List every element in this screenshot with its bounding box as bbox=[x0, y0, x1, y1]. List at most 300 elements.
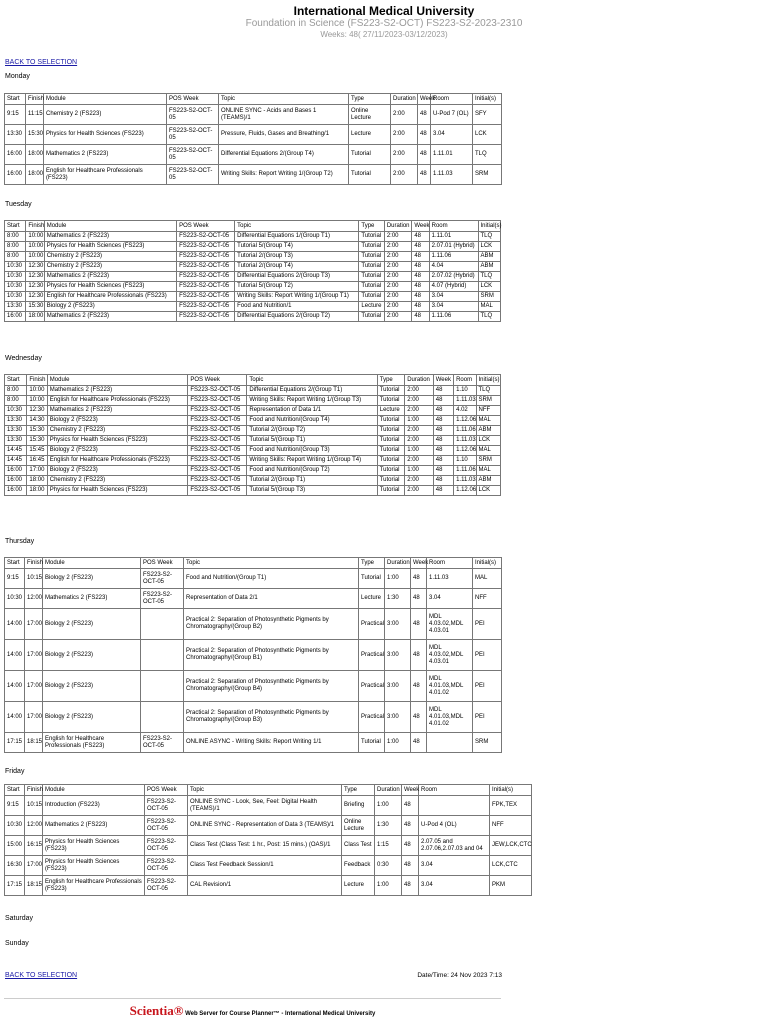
table-cell: Tutorial 5/(Group T3) bbox=[247, 486, 377, 496]
table-cell: 1.11.03 bbox=[454, 436, 476, 446]
table-cell: 2:00 bbox=[391, 145, 418, 165]
table-cell: Tutorial bbox=[349, 145, 391, 165]
column-header: Type bbox=[359, 221, 384, 232]
column-header: Start bbox=[5, 221, 26, 232]
table-cell: 18:15 bbox=[25, 733, 43, 753]
table-cell: 15:30 bbox=[27, 436, 47, 446]
table-cell: 3:00 bbox=[385, 702, 411, 733]
table-row bbox=[5, 282, 501, 292]
column-header: Initial(s) bbox=[478, 221, 500, 232]
table-cell: 13:30 bbox=[5, 436, 27, 446]
table-cell: FS223-S2-OCT-05 bbox=[167, 105, 219, 125]
column-header: POS Week bbox=[177, 221, 235, 232]
table-cell: 13:30 bbox=[5, 416, 27, 426]
table-cell: 2.07.05 and 2.07.06,2.07.03 and 04 bbox=[419, 836, 490, 856]
table-cell: 48 bbox=[412, 272, 429, 282]
table-row bbox=[5, 589, 502, 609]
table-cell: MAL bbox=[476, 466, 501, 476]
table-cell: Biology 2 (FS223) bbox=[44, 302, 176, 312]
table-cell: Tutorial bbox=[359, 569, 385, 589]
table-cell: PKM bbox=[490, 876, 532, 896]
table-cell: FS223-S2-OCT-05 bbox=[177, 302, 235, 312]
table-cell: 14:00 bbox=[5, 640, 25, 671]
table-cell: 2:00 bbox=[384, 252, 411, 262]
table-cell: LCK,CTC bbox=[490, 856, 532, 876]
table-cell: Physics for Health Sciences (FS223) bbox=[43, 856, 145, 876]
table-row bbox=[5, 733, 502, 753]
table-row bbox=[5, 796, 532, 816]
table-cell: 13:30 bbox=[5, 426, 27, 436]
table-cell: Tutorial bbox=[349, 165, 391, 185]
column-header: Module bbox=[47, 375, 188, 386]
table-cell: Tutorial bbox=[359, 242, 384, 252]
table-row bbox=[5, 416, 501, 426]
table-cell: Briefing bbox=[342, 796, 375, 816]
table-row bbox=[5, 272, 501, 282]
table-cell: Biology 2 (FS223) bbox=[43, 640, 141, 671]
footer-brand bbox=[0, 1003, 505, 1019]
table-row bbox=[5, 466, 501, 476]
column-header: Topic bbox=[184, 558, 359, 569]
table-row bbox=[5, 165, 502, 185]
table-cell: 2:00 bbox=[384, 262, 411, 272]
table-cell: 18:00 bbox=[27, 486, 47, 496]
table-cell: 1.10 bbox=[454, 386, 476, 396]
table-cell: Food and Nutrition/(Group T2) bbox=[247, 466, 377, 476]
table-cell: 14:45 bbox=[5, 446, 27, 456]
table-cell: SRM bbox=[478, 292, 500, 302]
table-row bbox=[5, 876, 532, 896]
table-cell: Chemistry 2 (FS223) bbox=[47, 426, 188, 436]
table-cell: Tutorial bbox=[359, 292, 384, 302]
table-cell: Mathematics 2 (FS223) bbox=[47, 406, 188, 416]
table-cell: Lecture bbox=[342, 876, 375, 896]
column-header: Initial(s) bbox=[473, 558, 502, 569]
table-cell: NFF bbox=[476, 406, 501, 416]
table-cell: 48 bbox=[412, 302, 429, 312]
table-cell: 12:00 bbox=[25, 589, 43, 609]
table-cell: 10:15 bbox=[25, 796, 43, 816]
table-cell: ABM bbox=[476, 476, 501, 486]
table-cell: 48 bbox=[433, 426, 453, 436]
table-cell: Biology 2 (FS223) bbox=[43, 569, 141, 589]
table-cell: 4.07 (Hybrid) bbox=[429, 282, 478, 292]
table-cell: 2:00 bbox=[405, 386, 434, 396]
table-cell: 2:00 bbox=[384, 232, 411, 242]
table-cell: 12:30 bbox=[26, 262, 44, 272]
table-cell: 18:15 bbox=[25, 876, 43, 896]
course-title: Foundation in Science (FS223-S2-OCT) FS223-S2-2023-2310 bbox=[245, 18, 523, 29]
column-header: Week bbox=[412, 221, 429, 232]
table-cell: SRM bbox=[473, 165, 502, 185]
column-header: Start bbox=[5, 375, 27, 386]
table-cell: PEI bbox=[473, 640, 502, 671]
column-header: Type bbox=[377, 375, 404, 386]
table-cell: LCK bbox=[476, 486, 501, 496]
table-cell: Tutorial bbox=[377, 476, 404, 486]
column-header: Type bbox=[359, 558, 385, 569]
table-cell: 1.11.06 bbox=[454, 466, 476, 476]
table-cell: 18:00 bbox=[27, 476, 47, 486]
table-row bbox=[5, 569, 502, 589]
table-cell: FS223-S2-OCT-05 bbox=[167, 145, 219, 165]
table-cell: 1:15 bbox=[375, 836, 402, 856]
table-cell bbox=[141, 671, 184, 702]
table-cell: 14:30 bbox=[27, 416, 47, 426]
university-title: International Medical University bbox=[293, 4, 475, 18]
table-cell: English for Healthcare Professionals (FS223) bbox=[44, 292, 176, 302]
table-cell: TLQ bbox=[478, 232, 500, 242]
table-cell: Class Test bbox=[342, 836, 375, 856]
table-cell: 1:00 bbox=[405, 446, 434, 456]
table-cell: 9:15 bbox=[5, 569, 25, 589]
table-row bbox=[5, 302, 501, 312]
table-cell: English for Healthcare Professionals (FS223) bbox=[47, 396, 188, 406]
table-cell: 1.11.06 bbox=[429, 312, 478, 322]
column-header: Duration bbox=[384, 221, 411, 232]
table-cell: 2:00 bbox=[405, 406, 434, 416]
table-cell: FS223-S2-OCT-05 bbox=[188, 426, 247, 436]
table-row bbox=[5, 836, 532, 856]
table-cell: FS223-S2-OCT-05 bbox=[188, 396, 247, 406]
table-cell: Introduction (FS223) bbox=[43, 796, 145, 816]
table-cell: Differential Equations 2/(Group T1) bbox=[247, 386, 377, 396]
table-cell: 2:00 bbox=[384, 282, 411, 292]
table-cell: 48 bbox=[411, 640, 427, 671]
table-cell: 48 bbox=[418, 105, 431, 125]
table-cell bbox=[141, 702, 184, 733]
table-cell: 48 bbox=[411, 671, 427, 702]
table-cell: FS223-S2-OCT-05 bbox=[167, 165, 219, 185]
table-cell: 10:15 bbox=[25, 569, 43, 589]
table-cell: Chemistry 2 (FS223) bbox=[44, 105, 167, 125]
table-cell: Tutorial 2/(Group T3) bbox=[235, 252, 359, 262]
table-cell: PEI bbox=[473, 609, 502, 640]
table-row bbox=[5, 386, 501, 396]
table-cell: 12:30 bbox=[27, 406, 47, 416]
table-cell: FS223-S2-OCT-05 bbox=[141, 733, 184, 753]
table-cell: Class Test (Class Test: 1 hr., Post: 15 mins.) (OAS)/1 bbox=[188, 836, 342, 856]
table-cell: Mathematics 2 (FS223) bbox=[44, 232, 176, 242]
table-cell: Lecture bbox=[377, 406, 404, 416]
table-cell: 14:45 bbox=[5, 456, 27, 466]
day-label-monday: Monday bbox=[5, 73, 30, 80]
table-cell: Chemistry 2 (FS223) bbox=[44, 252, 176, 262]
table-cell: FS223-S2-OCT-05 bbox=[188, 476, 247, 486]
table-cell: 10:00 bbox=[26, 242, 44, 252]
table-cell: 16:00 bbox=[5, 312, 26, 322]
table-cell: Lecture bbox=[359, 302, 384, 312]
table-cell: 3:00 bbox=[385, 640, 411, 671]
table-cell: LCK bbox=[476, 436, 501, 446]
table-cell: U-Pod 7 (OL) bbox=[431, 105, 473, 125]
column-header: POS Week bbox=[167, 94, 219, 105]
table-cell bbox=[419, 796, 490, 816]
table-cell: FS223-S2-OCT-05 bbox=[177, 312, 235, 322]
table-cell: 2.07.02 (Hybrid) bbox=[429, 272, 478, 282]
table-cell: English for Healthcare Professionals (FS223) bbox=[43, 876, 145, 896]
table-row bbox=[5, 312, 501, 322]
column-header: Week bbox=[418, 94, 431, 105]
column-header: Topic bbox=[219, 94, 349, 105]
table-cell: 1.10 bbox=[454, 456, 476, 466]
table-cell: 48 bbox=[411, 589, 427, 609]
table-cell: 14:00 bbox=[5, 702, 25, 733]
table-cell: FS223-S2-OCT-05 bbox=[188, 456, 247, 466]
table-cell: 0:30 bbox=[375, 856, 402, 876]
table-cell: PEI bbox=[473, 671, 502, 702]
table-cell: 16:45 bbox=[27, 456, 47, 466]
generated-datetime: Date/Time: 24 Nov 2023 7:13 bbox=[417, 972, 502, 979]
table-cell: Tutorial 5/(Group T1) bbox=[247, 436, 377, 446]
table-cell: Practical 2: Separation of Photosynthetic Pigments by Chromatography/(Group B3) bbox=[184, 702, 359, 733]
table-cell: TLQ bbox=[478, 272, 500, 282]
table-cell: 17:00 bbox=[25, 609, 43, 640]
column-header: POS Week bbox=[145, 785, 188, 796]
table-cell: TLQ bbox=[476, 386, 501, 396]
table-cell: Biology 2 (FS223) bbox=[47, 416, 188, 426]
table-cell: 48 bbox=[418, 145, 431, 165]
table-cell: Tutorial bbox=[377, 466, 404, 476]
table-cell: Online Lecture bbox=[349, 105, 391, 125]
table-cell: Tutorial bbox=[377, 436, 404, 446]
table-cell: Practical bbox=[359, 702, 385, 733]
column-header: Initial(s) bbox=[473, 94, 502, 105]
back-to-selection-link-bottom[interactable]: BACK TO SELECTION bbox=[5, 972, 78, 979]
table-cell: 48 bbox=[402, 856, 419, 876]
table-cell: 15:30 bbox=[26, 125, 44, 145]
table-cell: 48 bbox=[411, 569, 427, 589]
column-header: Initial(s) bbox=[490, 785, 532, 796]
table-cell: 1.11.03 bbox=[454, 476, 476, 486]
table-row bbox=[5, 816, 532, 836]
table-cell: Physics for Health Sciences (FS223) bbox=[44, 125, 167, 145]
table-cell: TLQ bbox=[478, 312, 500, 322]
table-cell: Chemistry 2 (FS223) bbox=[44, 262, 176, 272]
table-cell: 8:00 bbox=[5, 242, 26, 252]
table-row bbox=[5, 232, 501, 242]
column-header: POS Week bbox=[141, 558, 184, 569]
table-cell: Physics for Health Sciences (FS223) bbox=[47, 486, 188, 496]
column-header: Type bbox=[349, 94, 391, 105]
table-cell: 2:00 bbox=[405, 436, 434, 446]
day-label-friday: Friday bbox=[5, 768, 25, 775]
table-cell: 17:00 bbox=[27, 466, 47, 476]
table-cell: ABM bbox=[478, 252, 500, 262]
table-cell: 16:15 bbox=[25, 836, 43, 856]
column-header: Week bbox=[433, 375, 453, 386]
table-cell: Writing Skills: Report Writing 1/(Group T3) bbox=[247, 396, 377, 406]
table-cell: 16:00 bbox=[5, 476, 27, 486]
table-cell: Lecture bbox=[349, 125, 391, 145]
table-cell: PEI bbox=[473, 702, 502, 733]
scientia-logo: Scientia® bbox=[129, 1003, 184, 1018]
table-cell: 16:00 bbox=[5, 165, 26, 185]
table-cell: ABM bbox=[478, 262, 500, 272]
table-cell: Lecture bbox=[359, 589, 385, 609]
schedule-table-monday bbox=[4, 93, 502, 185]
table-cell: Physics for Health Sciences (FS223) bbox=[44, 242, 176, 252]
table-cell: 48 bbox=[433, 436, 453, 446]
table-cell: MAL bbox=[476, 416, 501, 426]
table-cell: Physics for Health Sciences (FS223) bbox=[44, 282, 176, 292]
table-cell: 48 bbox=[433, 476, 453, 486]
table-cell: LCK bbox=[478, 242, 500, 252]
table-cell: Representation of Data 2/1 bbox=[184, 589, 359, 609]
table-cell: 48 bbox=[418, 125, 431, 145]
column-header: Week bbox=[411, 558, 427, 569]
table-cell: 1:00 bbox=[375, 796, 402, 816]
table-cell: 48 bbox=[433, 446, 453, 456]
column-header: Finish bbox=[25, 558, 43, 569]
table-cell: 3.04 bbox=[419, 876, 490, 896]
column-header: Topic bbox=[235, 221, 359, 232]
column-header: Topic bbox=[188, 785, 342, 796]
table-cell: Tutorial bbox=[377, 486, 404, 496]
table-row bbox=[5, 436, 501, 446]
column-header: Room bbox=[431, 94, 473, 105]
table-cell: MAL bbox=[476, 446, 501, 456]
table-cell: 13:30 bbox=[5, 302, 26, 312]
header-row bbox=[5, 221, 501, 232]
table-cell: 9:15 bbox=[5, 796, 25, 816]
table-row bbox=[5, 609, 502, 640]
column-header: Type bbox=[342, 785, 375, 796]
column-header: Room bbox=[429, 221, 478, 232]
table-cell: ONLINE SYNC - Representation of Data 3 (TEAMS)/1 bbox=[188, 816, 342, 836]
table-cell: 2:00 bbox=[391, 105, 418, 125]
column-header: Week bbox=[402, 785, 419, 796]
table-cell: Food and Nutrition/(Group T4) bbox=[247, 416, 377, 426]
footer-divider bbox=[4, 998, 501, 999]
table-cell: SRM bbox=[476, 396, 501, 406]
column-header: Room bbox=[419, 785, 490, 796]
table-row bbox=[5, 671, 502, 702]
table-cell: 48 bbox=[418, 165, 431, 185]
table-cell: MDL 4.01.03,MDL 4.01.02 bbox=[427, 702, 473, 733]
table-cell: 2:00 bbox=[384, 272, 411, 282]
table-cell: Tutorial bbox=[359, 252, 384, 262]
table-cell: ONLINE SYNC - Look, See, Feel: Digital Health (TEAMS)/1 bbox=[188, 796, 342, 816]
column-header: Duration bbox=[405, 375, 434, 386]
table-row bbox=[5, 105, 502, 125]
table-cell: 1.12.06 bbox=[454, 416, 476, 426]
table-row bbox=[5, 446, 501, 456]
table-cell: NFF bbox=[490, 816, 532, 836]
table-cell: 16:30 bbox=[5, 856, 25, 876]
table-cell: Physics for Health Sciences (FS223) bbox=[43, 836, 145, 856]
table-cell: Tutorial bbox=[359, 232, 384, 242]
table-cell: FS223-S2-OCT-05 bbox=[177, 242, 235, 252]
table-cell: 48 bbox=[412, 252, 429, 262]
table-cell: 17:00 bbox=[25, 671, 43, 702]
table-cell: FS223-S2-OCT-05 bbox=[188, 486, 247, 496]
table-cell: 4.04 bbox=[429, 262, 478, 272]
table-cell: FS223-S2-OCT-05 bbox=[177, 272, 235, 282]
table-cell: 10:30 bbox=[5, 262, 26, 272]
table-cell: Food and Nutrition/(Group T3) bbox=[247, 446, 377, 456]
table-cell: 8:00 bbox=[5, 252, 26, 262]
table-cell: FS223-S2-OCT-05 bbox=[145, 856, 188, 876]
table-cell: 17:15 bbox=[5, 876, 25, 896]
table-row bbox=[5, 426, 501, 436]
table-cell: NFF bbox=[473, 589, 502, 609]
schedule-table-tuesday bbox=[4, 220, 501, 322]
schedule-table-friday bbox=[4, 784, 532, 896]
table-cell: 16:00 bbox=[5, 486, 27, 496]
table-cell: Practical bbox=[359, 609, 385, 640]
table-row bbox=[5, 396, 501, 406]
table-cell: 10:00 bbox=[26, 232, 44, 242]
header-row bbox=[5, 785, 532, 796]
table-cell: FS223-S2-OCT-05 bbox=[177, 282, 235, 292]
table-cell: 48 bbox=[433, 386, 453, 396]
table-cell: 48 bbox=[433, 416, 453, 426]
table-cell: Class Test Feedback Session/1 bbox=[188, 856, 342, 876]
table-cell: MDL 4.03.02,MDL 4.03.01 bbox=[427, 609, 473, 640]
table-cell: 12:30 bbox=[26, 282, 44, 292]
table-cell: Biology 2 (FS223) bbox=[47, 466, 188, 476]
table-cell: 3:00 bbox=[385, 609, 411, 640]
table-cell: ABM bbox=[476, 426, 501, 436]
table-cell: 10:30 bbox=[5, 282, 26, 292]
table-cell: 12:30 bbox=[26, 292, 44, 302]
column-header: Initial(s) bbox=[476, 375, 501, 386]
brand-text: Web Server for Course Planner™ - International Medical University bbox=[185, 1011, 376, 1017]
table-cell: Mathematics 2 (FS223) bbox=[44, 272, 176, 282]
table-cell: 1:00 bbox=[405, 466, 434, 476]
table-cell: FS223-S2-OCT-05 bbox=[177, 232, 235, 242]
table-cell: MAL bbox=[473, 569, 502, 589]
table-cell: Feedback bbox=[342, 856, 375, 876]
weeks-range: Weeks: 48( 27/11/2023-03/12/2023) bbox=[320, 30, 448, 39]
table-cell: LCK bbox=[478, 282, 500, 292]
table-cell: Food and Nutrition/1 bbox=[235, 302, 359, 312]
table-cell: Differential Equations 2/(Group T3) bbox=[235, 272, 359, 282]
table-cell: 48 bbox=[412, 242, 429, 252]
table-cell: Tutorial bbox=[377, 456, 404, 466]
table-cell: Pressure, Fluids, Gases and Breathing/1 bbox=[219, 125, 349, 145]
header-row bbox=[5, 375, 501, 386]
table-cell: 14:00 bbox=[5, 609, 25, 640]
table-cell: FS223-S2-OCT-05 bbox=[188, 466, 247, 476]
table-cell: FS223-S2-OCT-05 bbox=[177, 262, 235, 272]
table-cell: 8:00 bbox=[5, 396, 27, 406]
back-to-selection-link-top[interactable]: BACK TO SELECTION bbox=[5, 59, 78, 66]
table-cell: Chemistry 2 (FS223) bbox=[47, 476, 188, 486]
table-cell: 2:00 bbox=[405, 456, 434, 466]
table-cell: 3.04 bbox=[427, 589, 473, 609]
schedule-table-wednesday bbox=[4, 374, 501, 496]
table-cell: 12:00 bbox=[25, 816, 43, 836]
table-cell: 1:00 bbox=[375, 876, 402, 896]
table-cell: Food and Nutrition/(Group T1) bbox=[184, 569, 359, 589]
table-cell bbox=[427, 733, 473, 753]
table-cell: Practical 2: Separation of Photosynthetic Pigments by Chromatography/(Group B2) bbox=[184, 609, 359, 640]
table-cell: 18:00 bbox=[26, 165, 44, 185]
column-header: Start bbox=[5, 94, 26, 105]
table-cell: 1.11.03 bbox=[454, 396, 476, 406]
table-cell: 16:00 bbox=[5, 466, 27, 476]
table-cell: 8:00 bbox=[5, 386, 27, 396]
table-cell: CAL Revision/1 bbox=[188, 876, 342, 896]
table-cell: ONLINE ASYNC - Writing Skills: Report Writing 1/1 bbox=[184, 733, 359, 753]
column-header: Duration bbox=[385, 558, 411, 569]
column-header: Topic bbox=[247, 375, 377, 386]
table-cell: 48 bbox=[433, 456, 453, 466]
table-cell: Tutorial 2/(Group T2) bbox=[247, 426, 377, 436]
table-cell: 10:30 bbox=[5, 292, 26, 302]
